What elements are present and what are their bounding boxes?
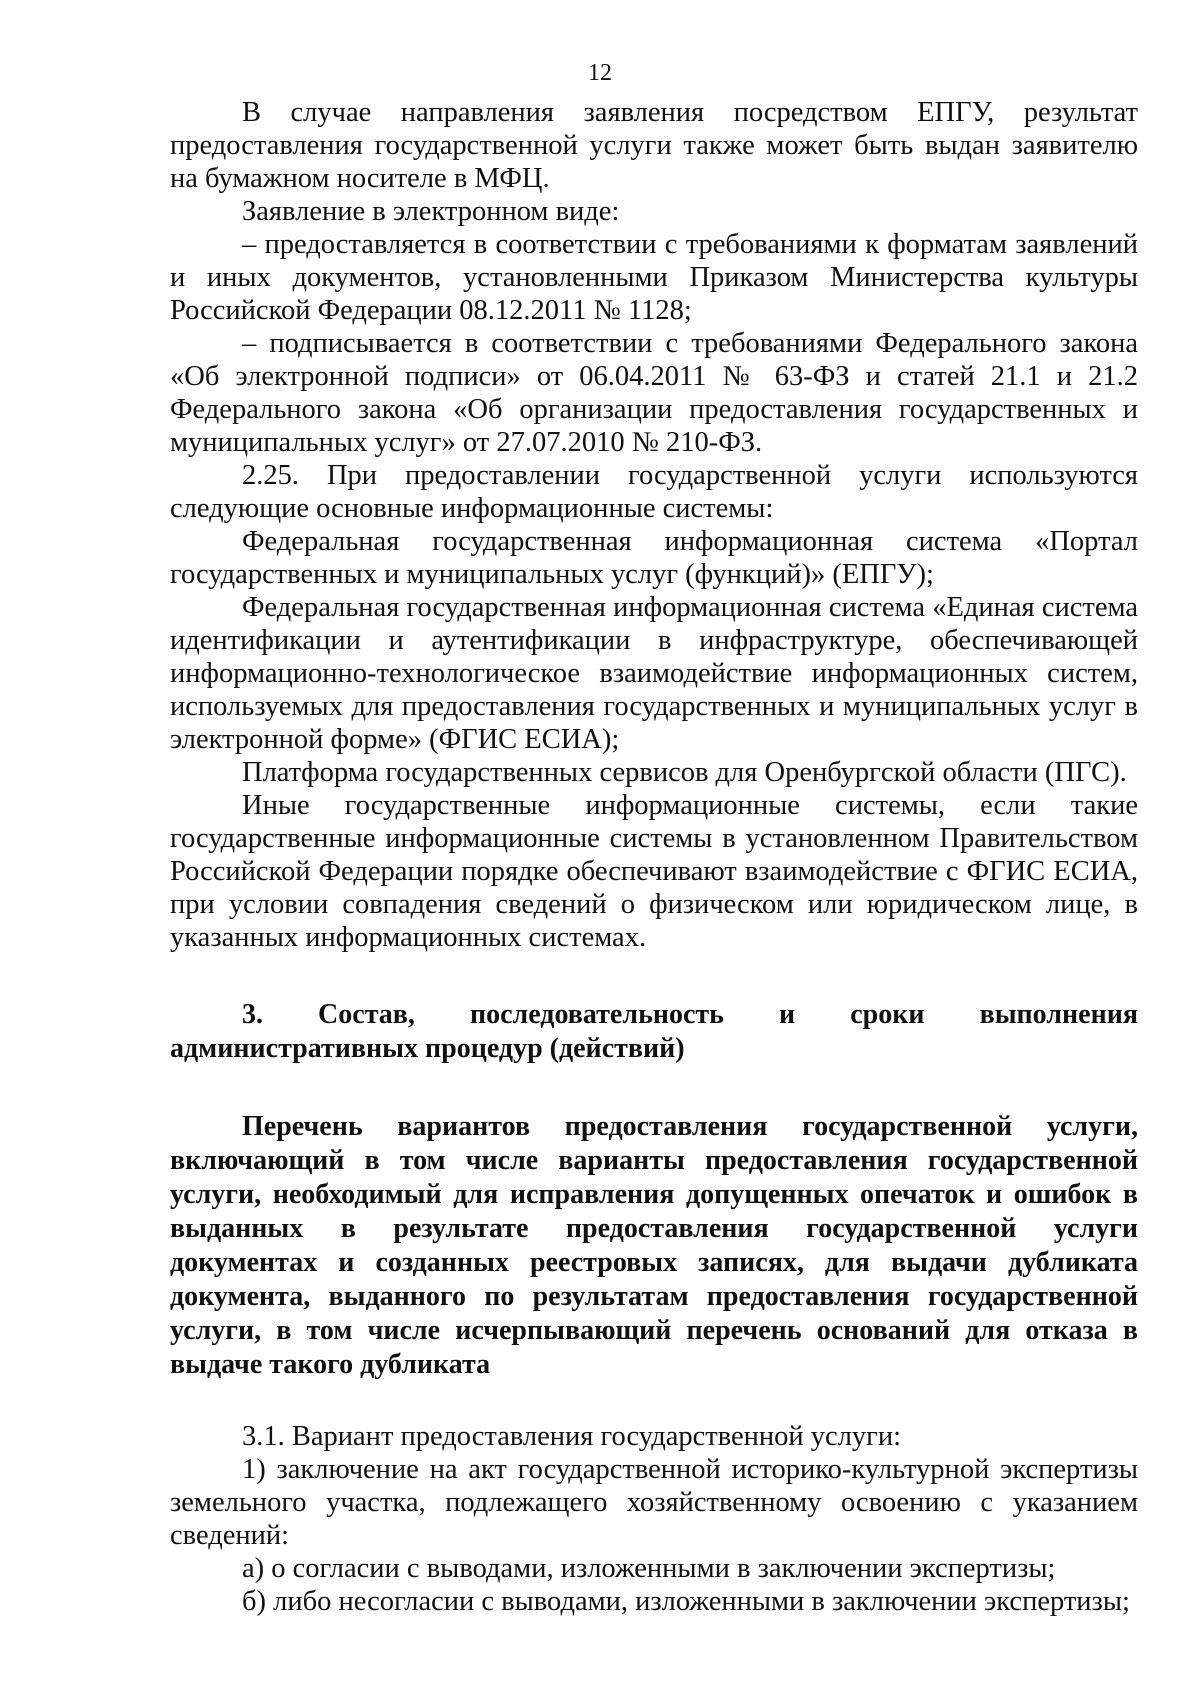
spacer (170, 1066, 1138, 1110)
paragraph: – предоставляется в соответствии с требованиями к форматам заявлений и иных документов, установленными Приказом Министерства культуры Российской Федерации 08.12.2011 № 1128; (170, 229, 1138, 326)
paragraph: Заявление в электронном виде: (242, 196, 620, 227)
paragraph: 2.25. При предоставлении государственной услуги используются следующие основные информационные системы: (170, 460, 1138, 524)
paragraph: В случае направления заявления посредством ЕПГУ, результат предоставления государственной услуги также может быть выдан заявителю на бумажном носителе в МФЦ. (170, 97, 1138, 194)
spacer (170, 954, 1138, 998)
paragraph: 1) заключение на акт государственной историко-культурной экспертизы земельного участка, подлежащего хозяйственному освоению с указанием сведений: (170, 1454, 1138, 1551)
page-number: 12 (588, 60, 612, 86)
paragraph: а) о согласии с выводами, изложенными в заключении экспертизы; (242, 1553, 1056, 1584)
paragraph: – подписывается в соответствии с требованиями Федерального закона «Об электронной подписи» от 06.04.2011 № 63-ФЗ и статей 21.1 и 21.2 Федерального закона «Об организации предоставления государственных и муниципальных услуг» от 27.07.2010 № 210-ФЗ. (170, 328, 1138, 458)
paragraph: Платформа государственных сервисов для Оренбургской области (ПГС). (242, 757, 1127, 788)
section-heading: 3. Состав, последовательность и сроки выполнения административных процедур (действий) (170, 999, 1138, 1064)
paragraph: Федеральная государственная информационная система «Единая система идентификации и аутентификации в инфраструктуре, обеспечивающей информационно-технологическое взаимодействие информационных систем, используемых для предоставления государственных и муниципальных услуг в электронной форме» (ФГИС ЕСИА); (170, 592, 1138, 755)
paragraph: б) либо несогласии с выводами, изложенными в заключении экспертизы; (242, 1586, 1130, 1617)
document-body (170, 96, 1138, 1618)
spacer (170, 1382, 1138, 1420)
subsection-heading: Перечень вариантов предоставления государственной услуги, включающий в том числе варианты предоставления государственной услуги, необходимый для исправления допущенных опечаток и ошибок в выданных в результате предоставления государственной услуги документах и созданных реестровых записях, для выдачи дубликата документа, выданного по результатам предоставления государственной услуги, в том числе исчерпывающий перечень оснований для отказа в выдаче такого дубликата (170, 1111, 1138, 1380)
paragraph: Федеральная государственная информационная система «Портал государственных и муниципальных услуг (функций)» (ЕПГУ); (170, 526, 1138, 590)
paragraph: Иные государственные информационные системы, если такие государственные информационные системы в установленном Правительством Российской Федерации порядке обеспечивают взаимодействие с ФГИС ЕСИА, при условии совпадения сведений о физическом или юридическом лице, в указанных информационных системах. (170, 790, 1138, 953)
paragraph: 3.1. Вариант предоставления государственной услуги: (242, 1421, 902, 1452)
